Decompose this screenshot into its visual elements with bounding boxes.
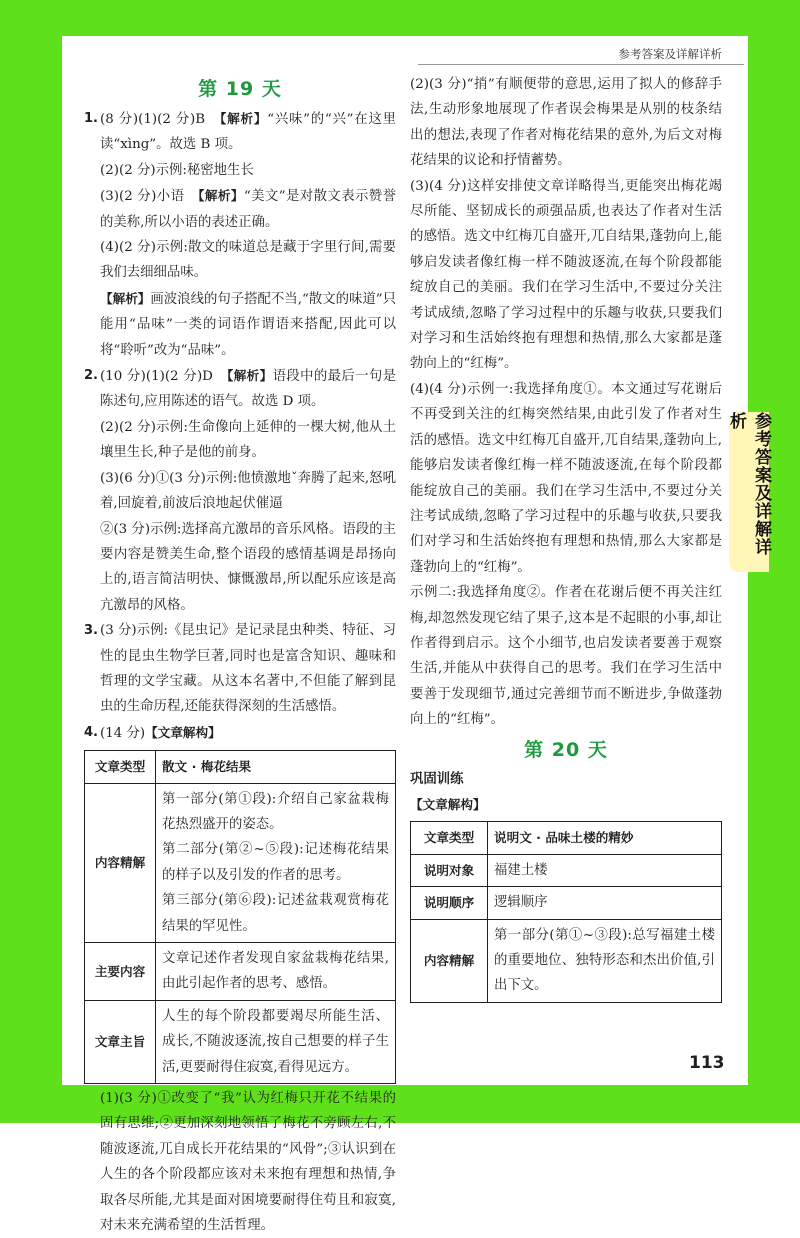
answer-line: (2)(2 分)示例:秘密地生长 [100,162,254,178]
answer-line: ②(3 分)示例:选择高亢激昂的音乐风格。语段的主要内容是赞美生命,整个语段的感情基调是昂扬向上的,语言简洁明快、慷慨激昂,所以配乐应该是高亢激昂的风格。 [100,521,396,613]
answer-line: (3)(6 分)①(3 分)示例:他愤激地ˇ奔腾了起来,怒吼着,回旋着,前波后浪地起伏催逼 [100,470,396,512]
row-value: 说明文 · 品味土楼的精妙 [488,822,722,854]
answer-text: 语段中的最后一句是陈述句,应用陈述的语气。故选 D 项。 [100,369,396,410]
left-column [84,72,396,1238]
section-heading: 巩固训练 [410,771,464,787]
answer-line: (2)(2 分)示例:生命像向上延伸的一棵大树,他从土壤里生长,种子是他的前身。 [100,419,396,461]
row-value: 文章记述作者发现自家盆栽梅花结果,由此引起作者的思考、感悟。 [156,943,396,1001]
answer-line [100,363,396,415]
question-number: 2. [84,368,98,384]
row-value: 第一部分(第①~③段):总写福建土楼的重要地位、独特形态和杰出价值,引出下文。 [488,919,722,1002]
section-side-tab [726,412,771,572]
answer-line: (4)(2 分)示例:散文的味道总是藏于字里行间,需要我们去细细品味。 [100,240,396,281]
answer-line: (3 分)示例:《昆虫记》是记录昆虫种类、特征、习性的昆虫生物学巨著,同时也是富含知识、趣味和哲理的文学宝藏。从这本名著中,不但能了解到昆虫的生命历程,还能获得深刻的生活感悟。 [100,623,396,715]
answer-line [100,286,396,363]
content-part: 第三部分(第⑥段):记述盆栽观赏梅花结果的罕见性。 [162,893,389,934]
answer-text: “兴味”的“兴”在这里读“xìng”。故选 B 项。 [100,112,396,153]
answer-text: (8 分)(1)(2 分)B [100,112,221,127]
table-row [85,783,396,942]
answer-line [100,106,396,158]
table-row [85,943,396,1001]
row-label: 文章主旨 [85,1000,156,1083]
question-1 [84,106,396,363]
article-structure-table [410,821,722,1002]
question-number: 1. [84,111,98,126]
table-row [85,751,396,783]
question-3 [84,618,396,720]
row-label: 说明顺序 [411,887,488,919]
row-label: 内容精解 [85,783,156,942]
question-number: 4. [84,724,98,740]
row-label: 文章类型 [85,751,156,783]
answer-4-4-example-2: 示例二:我选择角度②。作者在花谢后便不再关注红梅,却忽然发现它结了果子,这本是不起眼的小事,却让作者得到启示。这个小细节,也启发读者要善于观察生活,并能从中获得自己的思考。我们在学习生活中要善于发现细节,通过完善细节而不断进步,争做蓬勃向上的“红梅”。 [410,585,722,728]
table-row [411,854,722,886]
side-tab-label: 参考答案及详解详析 [726,412,771,556]
content-part: 第二部分(第②~⑤段):记述梅花结果的样子以及引发的作者的思考。 [162,842,389,883]
row-value: 散文 · 梅花结果 [156,751,396,783]
row-label: 主要内容 [85,943,156,1001]
answer-text: (10 分)(1)(2 分)D [100,369,228,385]
answer-text: “美文”是对散文表示赞誉的美称,所以小语的表述正确。 [100,189,396,230]
green-border-left [0,0,62,1123]
structure-tag: 【文章解构】 [410,796,486,812]
row-label: 内容精解 [411,919,488,1002]
page-number: 113 [689,1053,725,1073]
row-label: 说明对象 [411,854,488,886]
question-4 [84,720,396,746]
analysis-tag: 【解析】 [220,111,268,126]
row-value [156,783,396,942]
analysis-tag: 【解析】 [100,290,151,306]
right-column [410,72,722,1005]
table-row [411,887,722,919]
answer-4-1: (1)(3 分)①改变了“我”认为红梅只开花不结果的固有思维;②更加深刻地领悟了梅花不旁顾左右,不随波逐流,兀自成长开花结果的“风骨”;③认识到在人生的各个阶段都应该对未来抱有理想和热情,争取各尽所能,尤其是面对困境要耐得住苟且和寂寞,对未来充满希望的生活哲理。 [100,1091,396,1234]
question-2 [84,363,396,618]
answer-line [100,720,396,746]
answer-text: (14 分) [100,725,146,741]
table-row [85,1000,396,1083]
green-border-top [0,0,800,36]
table-row [411,919,722,1002]
day-20-title: 第 20 天 [524,738,608,761]
running-header: 参考答案及详解详析 [618,47,722,61]
content-part: 第一部分(第①段):介绍自己家盆栽梅花热烈盛开的姿态。 [162,791,389,832]
answer-4-4-example-1: (4)(4 分)示例一:我选择角度①。本文通过写花谢后不再受到关注的红梅突然结果,由此引发了作者对生活的感悟。选文中红梅兀自盛开,兀自结果,蓬勃向上,能够启发读者像红梅一样不随波逐流,在每个阶段都能绽放自己的美丽。我们在学习生活中,不要过分关注考试成绩,忽略了学习过程中的乐趣与收获,只要我们对学习和生活始终抱有理想和热情,那么大家都是蓬勃向上的“红梅”。 [410,381,722,575]
row-value: 逻辑顺序 [488,887,722,919]
row-label: 文章类型 [411,822,488,854]
answer-text: (3)(2 分)小语 [100,189,199,205]
analysis-tag: 【解析】 [198,188,244,204]
day-19-title: 第 19 天 [198,78,282,100]
analysis-tag: 【解析】 [227,368,273,384]
answer-4-2: (2)(3 分)“捎”有顺便带的意思,运用了拟人的修辞手法,生动形象地展现了作者误会梅果是从别的枝条结出的想法,表现了作者对梅花结果的意外,为后文对梅花结果的议论和抒情蓄势。 [410,77,722,169]
answer-4-3: (3)(4 分)这样安排使文章详略得当,更能突出梅花竭尽所能、坚韧成长的顽强品质,也表达了作者对生活的感悟。选文中红梅兀自盛开,兀自结果,蓬勃向上,能够启发读者像红梅一样不随波逐流,在每个阶段都能绽放自己的美丽。我们在学习生活中,不要过分关注考试成绩,忽略了学习过程中的乐趣与收获,只要我们对学习和生活始终抱有理想和热情,那么大家都是蓬勃向上的“红梅”。 [410,178,722,372]
row-value: 福建土楼 [488,854,722,886]
answer-line [100,183,396,235]
table-row [411,822,722,854]
structure-tag: 【文章解构】 [145,724,221,740]
answer-text: 画波浪线的句子搭配不当,“散文的味道”只能用“品味”一类的词语作谓语来搭配,因此可以将“聆听”改为“品味”。 [100,291,397,358]
row-value: 人生的每个阶段都要竭尽所能生活、成长,不随波逐流,按自己想要的样子生活,更要耐得住寂寞,看得见远方。 [156,1000,396,1083]
question-number: 3. [84,623,98,639]
article-structure-table [84,750,396,1084]
header-rule [418,64,744,65]
